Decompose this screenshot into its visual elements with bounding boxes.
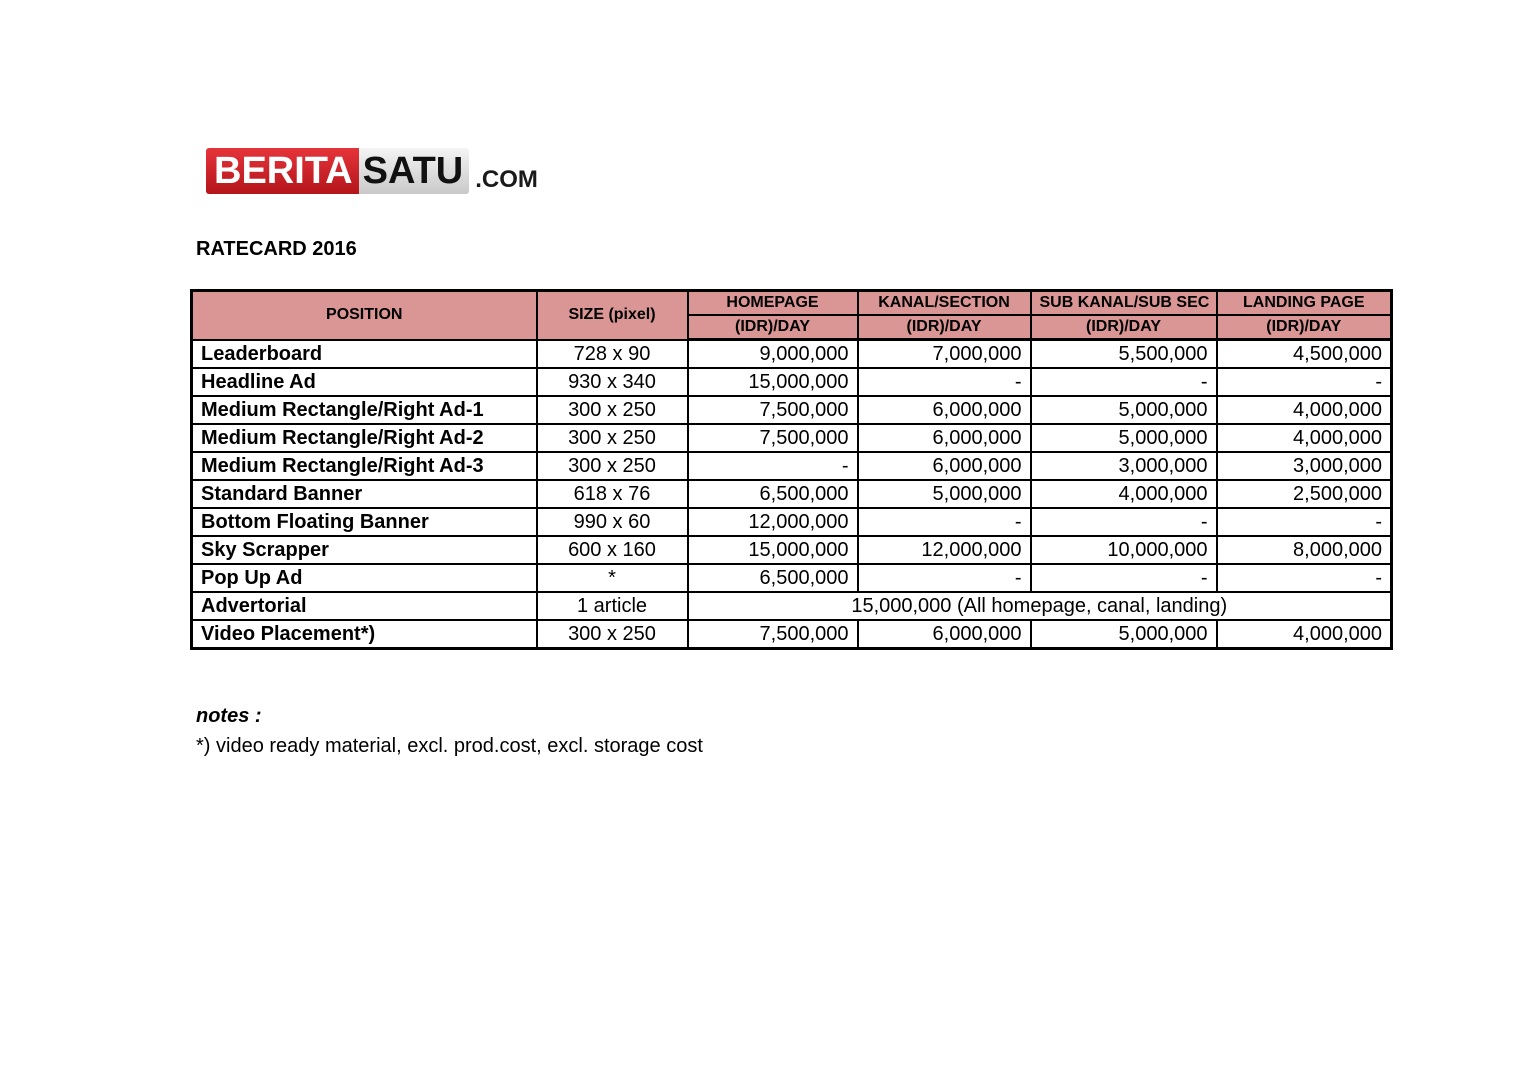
cell-landing: 4,500,000 bbox=[1217, 340, 1392, 369]
table-row bbox=[192, 564, 1392, 592]
cell-position: Standard Banner bbox=[192, 480, 537, 508]
cell-homepage: 6,500,000 bbox=[688, 564, 858, 592]
cell-subkanal: 3,000,000 bbox=[1031, 452, 1217, 480]
cell-landing: 3,000,000 bbox=[1217, 452, 1392, 480]
cell-subkanal: 5,500,000 bbox=[1031, 340, 1217, 369]
header-unit: (IDR)/DAY bbox=[1031, 315, 1217, 340]
header-kanal: KANAL/SECTION bbox=[858, 291, 1031, 316]
cell-landing: - bbox=[1217, 564, 1392, 592]
logo-satu: SATU bbox=[359, 148, 470, 194]
cell-subkanal: - bbox=[1031, 564, 1217, 592]
cell-subkanal: 5,000,000 bbox=[1031, 424, 1217, 452]
header-position: POSITION bbox=[192, 291, 537, 340]
cell-position: Medium Rectangle/Right Ad-1 bbox=[192, 396, 537, 424]
cell-size: * bbox=[537, 564, 688, 592]
cell-homepage: 7,500,000 bbox=[688, 424, 858, 452]
cell-position: Video Placement*) bbox=[192, 620, 537, 649]
notes-text: *) video ready material, excl. prod.cost, excl. storage cost bbox=[196, 735, 703, 757]
cell-kanal: - bbox=[858, 564, 1031, 592]
cell-kanal: 12,000,000 bbox=[858, 536, 1031, 564]
table-row bbox=[192, 424, 1392, 452]
cell-position: Advertorial bbox=[192, 592, 537, 620]
table-row bbox=[192, 480, 1392, 508]
cell-homepage: 15,000,000 bbox=[688, 536, 858, 564]
cell-kanal: 6,000,000 bbox=[858, 452, 1031, 480]
cell-kanal: 6,000,000 bbox=[858, 396, 1031, 424]
cell-kanal: - bbox=[858, 368, 1031, 396]
cell-size: 600 x 160 bbox=[537, 536, 688, 564]
cell-landing: 8,000,000 bbox=[1217, 536, 1392, 564]
cell-subkanal: - bbox=[1031, 508, 1217, 536]
cell-size: 1 article bbox=[537, 592, 688, 620]
logo-berita: BERITA bbox=[206, 148, 359, 194]
table-row bbox=[192, 452, 1392, 480]
table-row bbox=[192, 508, 1392, 536]
table-row bbox=[192, 396, 1392, 424]
table-row bbox=[192, 340, 1392, 369]
cell-kanal: 7,000,000 bbox=[858, 340, 1031, 369]
cell-homepage: 9,000,000 bbox=[688, 340, 858, 369]
ratecard-table bbox=[190, 289, 1393, 650]
cell-kanal: - bbox=[858, 508, 1031, 536]
cell-homepage: 6,500,000 bbox=[688, 480, 858, 508]
cell-position: Leaderboard bbox=[192, 340, 537, 369]
header-subkanal: SUB KANAL/SUB SEC bbox=[1031, 291, 1217, 316]
cell-homepage: 12,000,000 bbox=[688, 508, 858, 536]
header-unit: (IDR)/DAY bbox=[1217, 315, 1392, 340]
header-size: SIZE (pixel) bbox=[537, 291, 688, 340]
page-title: RATECARD 2016 bbox=[196, 238, 357, 260]
advertorial-row bbox=[192, 592, 1392, 620]
cell-homepage: - bbox=[688, 452, 858, 480]
cell-landing: 4,000,000 bbox=[1217, 620, 1392, 649]
cell-subkanal: 5,000,000 bbox=[1031, 620, 1217, 649]
header-unit: (IDR)/DAY bbox=[858, 315, 1031, 340]
cell-position: Medium Rectangle/Right Ad-3 bbox=[192, 452, 537, 480]
cell-subkanal: 10,000,000 bbox=[1031, 536, 1217, 564]
cell-landing: - bbox=[1217, 508, 1392, 536]
video-row bbox=[192, 620, 1392, 649]
cell-position: Medium Rectangle/Right Ad-2 bbox=[192, 424, 537, 452]
cell-subkanal: - bbox=[1031, 368, 1217, 396]
cell-homepage: 15,000,000 bbox=[688, 368, 858, 396]
cell-homepage: 7,500,000 bbox=[688, 620, 858, 649]
header-row bbox=[192, 291, 1392, 316]
cell-size: 728 x 90 bbox=[537, 340, 688, 369]
cell-kanal: 6,000,000 bbox=[858, 620, 1031, 649]
notes-title: notes : bbox=[196, 705, 262, 727]
cell-size: 990 x 60 bbox=[537, 508, 688, 536]
cell-landing: - bbox=[1217, 368, 1392, 396]
table-row bbox=[192, 536, 1392, 564]
cell-position: Bottom Floating Banner bbox=[192, 508, 537, 536]
cell-size: 300 x 250 bbox=[537, 396, 688, 424]
berita-satu-logo bbox=[206, 148, 538, 194]
cell-advertorial-price: 15,000,000 (All homepage, canal, landing) bbox=[688, 592, 1392, 620]
cell-position: Headline Ad bbox=[192, 368, 537, 396]
cell-kanal: 5,000,000 bbox=[858, 480, 1031, 508]
cell-subkanal: 5,000,000 bbox=[1031, 396, 1217, 424]
cell-kanal: 6,000,000 bbox=[858, 424, 1031, 452]
cell-size: 300 x 250 bbox=[537, 424, 688, 452]
cell-size: 930 x 340 bbox=[537, 368, 688, 396]
cell-homepage: 7,500,000 bbox=[688, 396, 858, 424]
cell-landing: 2,500,000 bbox=[1217, 480, 1392, 508]
cell-landing: 4,000,000 bbox=[1217, 396, 1392, 424]
logo-com: .COM bbox=[475, 166, 538, 193]
cell-size: 300 x 250 bbox=[537, 620, 688, 649]
header-landing: LANDING PAGE bbox=[1217, 291, 1392, 316]
cell-size: 618 x 76 bbox=[537, 480, 688, 508]
cell-size: 300 x 250 bbox=[537, 452, 688, 480]
table-row bbox=[192, 368, 1392, 396]
cell-position: Sky Scrapper bbox=[192, 536, 537, 564]
header-homepage: HOMEPAGE bbox=[688, 291, 858, 316]
cell-subkanal: 4,000,000 bbox=[1031, 480, 1217, 508]
cell-position: Pop Up Ad bbox=[192, 564, 537, 592]
cell-landing: 4,000,000 bbox=[1217, 424, 1392, 452]
header-unit: (IDR)/DAY bbox=[688, 315, 858, 340]
